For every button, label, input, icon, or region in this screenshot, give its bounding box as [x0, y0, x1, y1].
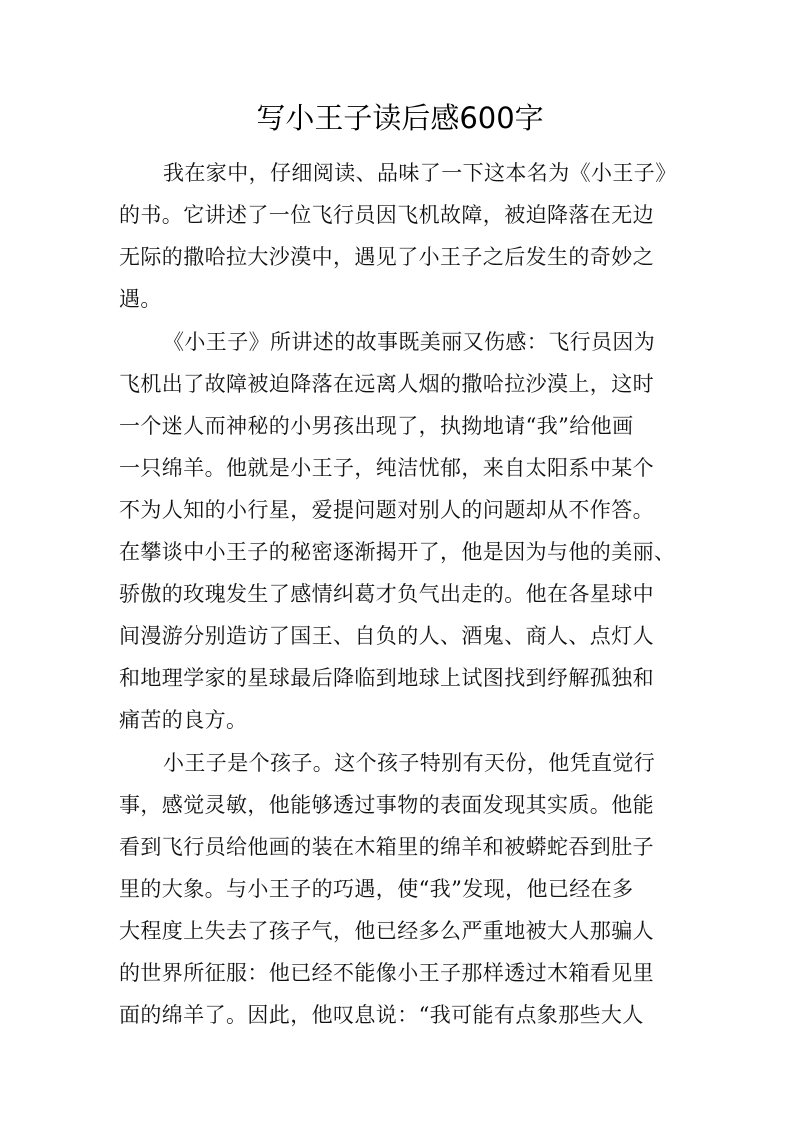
document-title: 写小王子读后感600字	[256, 101, 544, 135]
text-line: 事，感觉灵敏，他能够透过事物的表面发现其实质。他能	[119, 793, 654, 817]
text-line: 大程度上失去了孩子气，他已经多么严重地被大人那骗人	[119, 919, 654, 943]
text-line: 痛苦的良方。	[119, 708, 248, 732]
text-line: 飞机出了故障被迫降落在远离人烟的撒哈拉沙漠上，这时	[119, 372, 654, 396]
text-line: 间漫游分别造访了国王、自负的人、酒鬼、商人、点灯人	[119, 624, 654, 648]
text-line: 无际的撒哈拉大沙漠中，遇见了小王子之后发生的奇妙之	[119, 245, 654, 269]
text-line: 《小王子》所讲述的故事既美丽又伤感：飞行员因为	[163, 330, 656, 354]
text-line: 的世界所征服：他已经不能像小王子那样透过木箱看见里	[119, 961, 654, 985]
text-line: 不为人知的小行星，爱提问题对别人的问题却从不作答。	[119, 498, 654, 522]
text-line: 一个迷人而神秘的小男孩出现了，执拗地请“我”给他画	[119, 414, 634, 438]
text-line: 在攀谈中小王子的秘密逐渐揭开了，他是因为与他的美丽、	[119, 540, 676, 564]
text-line: 我在家中，仔细阅读、品味了一下这本名为《小王子》	[163, 161, 677, 185]
text-line: 的书。它讲述了一位飞行员因飞机故障，被迫降落在无边	[119, 203, 654, 227]
text-line: 遇。	[119, 287, 162, 311]
text-line: 骄傲的玫瑰发生了感情纠葛才负气出走的。他在各星球中	[119, 582, 654, 606]
text-line: 小王子是个孩子。这个孩子特别有天份，他凭直觉行	[163, 751, 656, 775]
text-line: 和地理学家的星球最后降临到地球上试图找到纾解孤独和	[119, 666, 654, 690]
text-line: 看到飞行员给他画的装在木箱里的绵羊和被蟒蛇吞到肚子	[119, 835, 654, 859]
text-line: 一只绵羊。他就是小王子，纯洁忧郁，来自太阳系中某个	[119, 456, 654, 480]
text-line: 里的大象。与小王子的巧遇，使“我”发现，他已经在多	[119, 877, 634, 901]
text-line: 面的绵羊了。因此，他叹息说：“我可能有点象那些大人	[119, 1003, 644, 1027]
